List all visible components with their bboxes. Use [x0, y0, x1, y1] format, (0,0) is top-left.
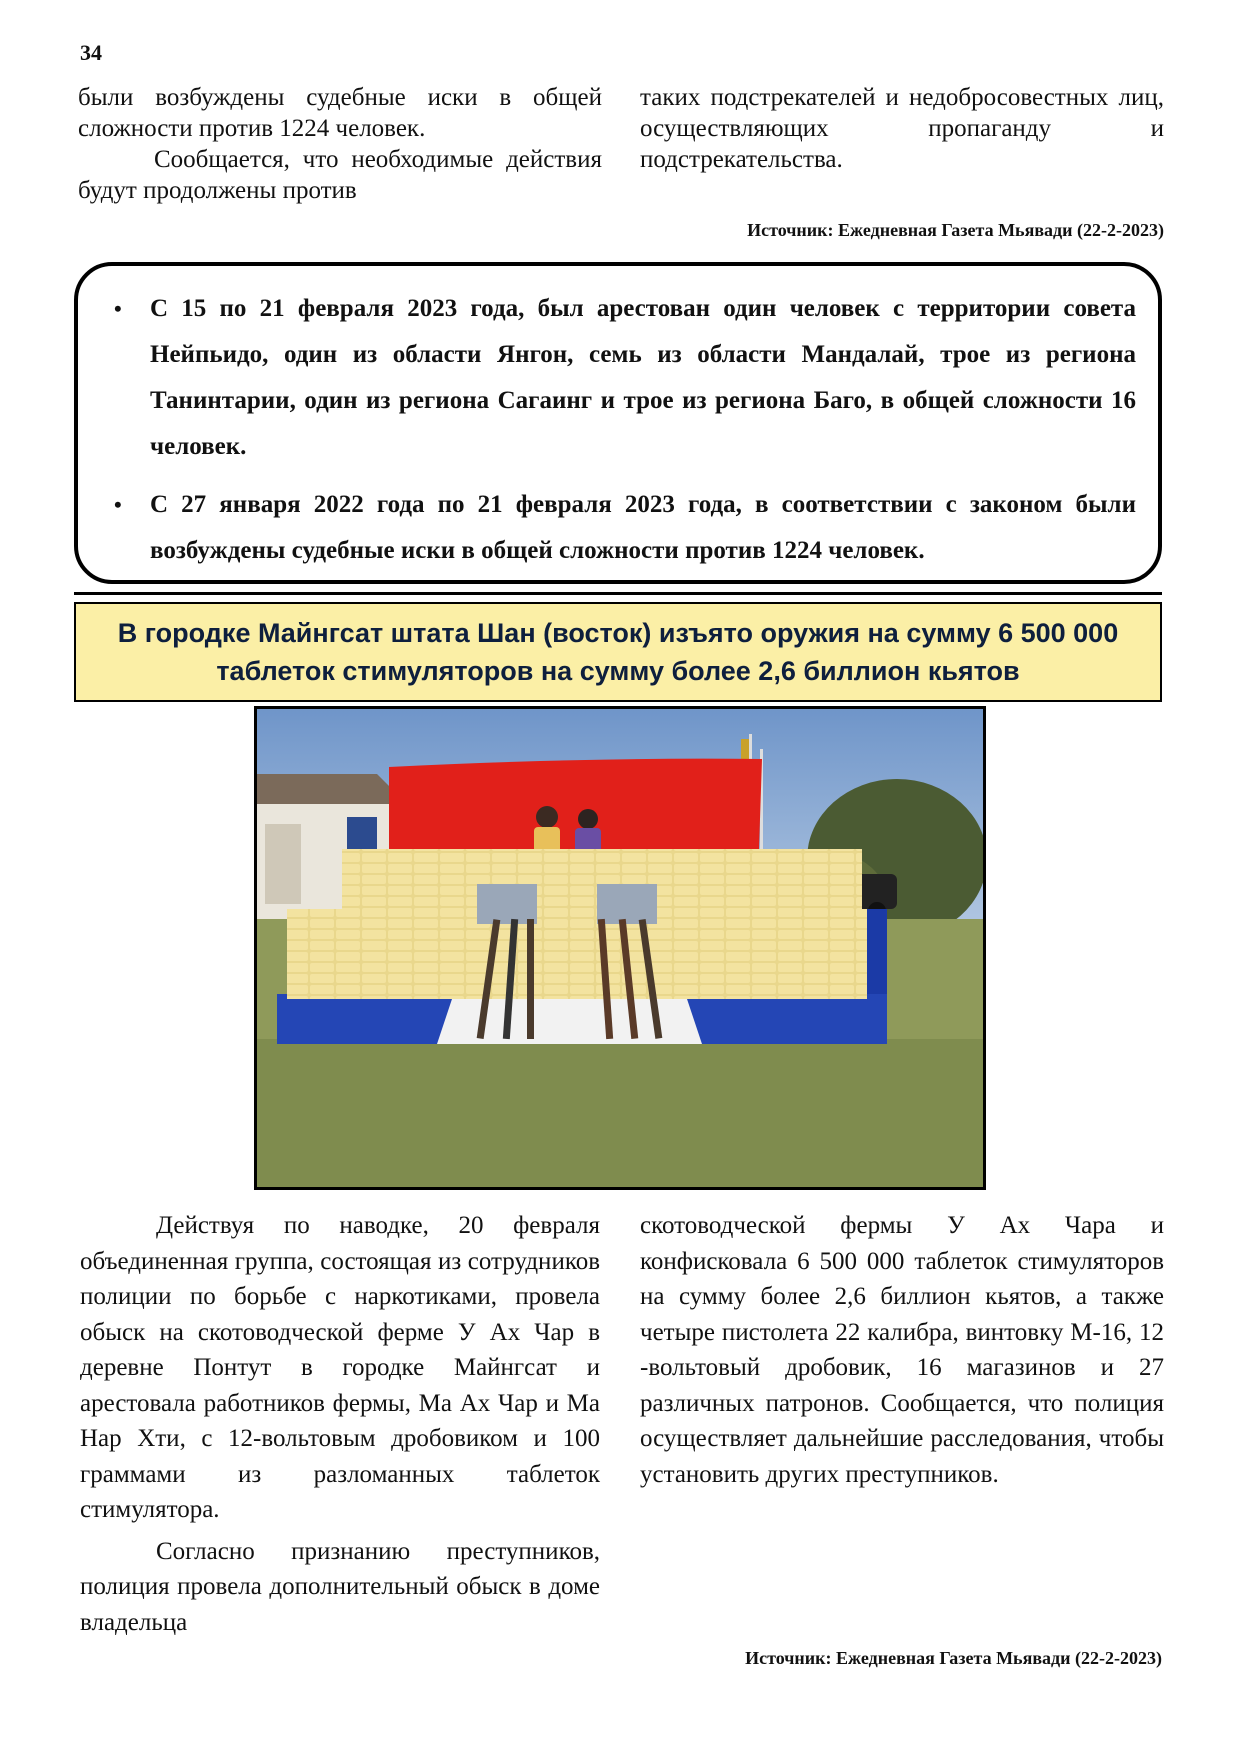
top-right-column — [640, 82, 1164, 175]
article-headline — [74, 602, 1162, 702]
source-citation: Источник: Ежедневная Газета Мьявади (22-2-2023) — [745, 1648, 1162, 1668]
summary-item: • С 27 января 2022 года по 21 февраля 2023 года, в соответствии с законом были возбуждены судебные иски в общей сложности против 1224 человек. — [150, 482, 1136, 574]
paragraph: Согласно признанию преступников, полиция провела дополнительный обыск в доме владельца — [80, 1537, 600, 1636]
paragraph: были возбуждены судебные иски в общей сложности против 1224 человек. — [78, 84, 602, 142]
summary-item: • С 15 по 21 февраля 2023 года, был арестован один человек с территории совета Нейпьидо, один из области Янгон, семь из области Мандалай, трое из региона Танинтарии, один из региона Сагаинг и трое из региона Баго, в общей сложности 16 человек. — [150, 286, 1136, 470]
article-photo — [254, 706, 986, 1190]
paragraph: Действуя по наводке, 20 февраля объединенная группа, состоящая из сотрудников полиции по борьбе с наркотиками, провела обыск на скотоводческой ферме У Ах Чар в деревне Понтут в городке Майнгсат и арестовала работников фермы, Ма Ах Чар и Ма Нар Хти, с 12-вольтовым дробовиком и 100 граммами из разломанных таблеток стимулятора. — [80, 1212, 600, 1523]
summary-box — [74, 262, 1162, 584]
source-citation: Источник: Ежедневная Газета Мьявади (22-2-2023) — [747, 220, 1164, 240]
paragraph: Сообщается, что необходимые действия будут продолжены против — [78, 146, 602, 204]
paragraph: скотоводческой фермы У Ах Чара и конфисковала 6 500 000 таблеток стимуляторов на сумму более 2,6 биллион кьятов, а также четыре пистолета 22 калибра, винтовку М-16, 12 -вольтовый дробовик, 16 магазинов и 27 различных патронов. Сообщается, что полиция осуществляет дальнейшие расследования, чтобы установить других преступников. — [640, 1212, 1164, 1488]
divider — [74, 592, 1162, 595]
page-number: 34 — [80, 40, 102, 65]
paragraph: таких подстрекателей и недобросовестных лиц, осуществляющих пропаганду и подстрекательства. — [640, 84, 1164, 173]
headline-text: В городке Майнгсат штата Шан (восток) изъято оружия на сумму 6 500 000 таблеток стимуляторов на сумму более 2,6 биллион кьятов — [117, 618, 1119, 686]
article-right-column — [640, 1208, 1164, 1492]
top-left-column — [78, 82, 602, 206]
article-left-column — [80, 1208, 600, 1640]
